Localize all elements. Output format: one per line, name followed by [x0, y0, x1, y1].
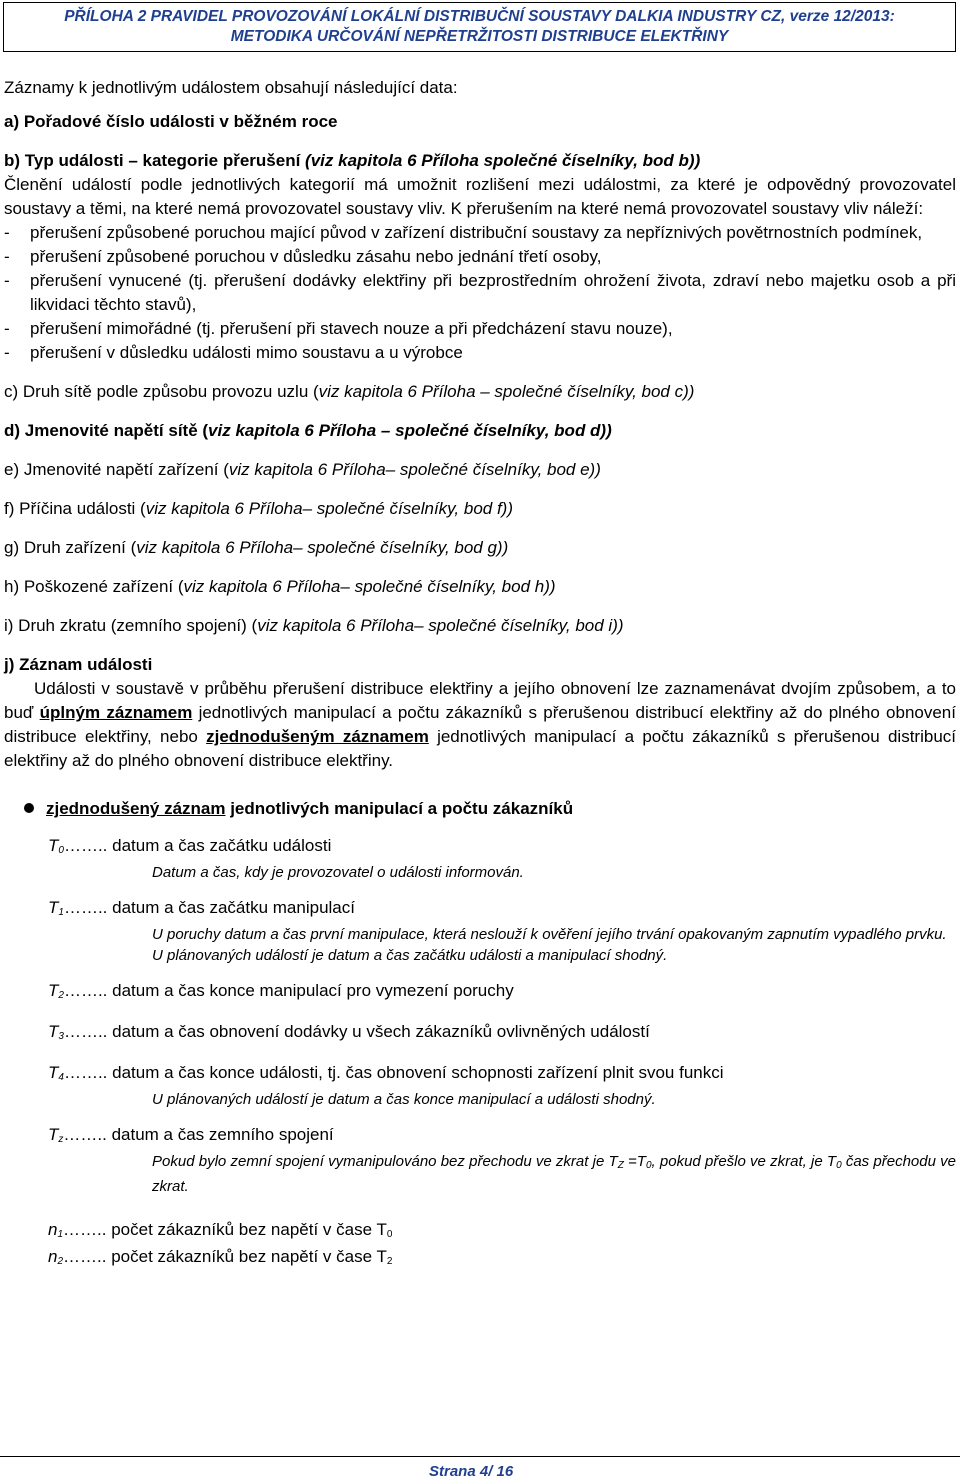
time-dots: …….. [63, 1022, 108, 1041]
item-c: c) Druh sítě podle způsobu provozu uzlu (viz kapitola 6 Příloha – společné číselníky, bod c)) [4, 382, 695, 401]
list-item [4, 269, 956, 317]
time-entry [48, 835, 956, 883]
time-dots: …….. [63, 1125, 107, 1144]
time-entry [48, 980, 956, 1007]
item-i: i) Druh zkratu (zemního spojení) (viz kapitola 6 Příloha– společné číselníky, bod i)) [4, 616, 624, 635]
time-entry [48, 1124, 956, 1197]
intro-text: Záznamy k jednotlivým událostem obsahují následující data: [4, 78, 458, 97]
time-line [48, 1062, 956, 1089]
time-symbol: $T_0$ [48, 836, 64, 856]
time-symbol: $T_3$ [48, 1022, 64, 1042]
item-b [4, 149, 956, 365]
item-j-title: j) Záznam události [4, 655, 153, 674]
header-line-1: PŘÍLOHA 2 PRAVIDEL PROVOZOVÁNÍ LOKÁLNÍ DISTRIBUČNÍ SOUSTAVY DALKIA INDUSTRY CZ, verze 12/2013: [64, 8, 895, 25]
count-dots: …….. [63, 1247, 107, 1266]
time-symbol: $T_1$ [48, 898, 64, 918]
item-a: a) Pořadové číslo události v běžném roce [4, 112, 338, 131]
item-d: d) Jmenovité napětí sítě (viz kapitola 6 Příloha – společné číselníky, bod d)) [4, 421, 612, 440]
count-symbol: $n_2$ [48, 1247, 64, 1267]
item-g: g) Druh zařízení (viz kapitola 6 Příloha– společné číselníky, bod g)) [4, 538, 509, 557]
time-note: U plánovaných událostí je datum a čas začátku události a manipulací shodný. [152, 947, 668, 964]
time-text: datum a čas konce manipulací pro vymezení poruchy [107, 981, 514, 1000]
item-b-ref: (viz kapitola 6 Příloha společné číselníky, bod b)) [305, 151, 701, 170]
time-entry [48, 897, 956, 966]
list-item [4, 317, 956, 341]
time-symbol: $T_4$ [48, 1063, 64, 1083]
time-dots: …….. [63, 836, 108, 855]
time-definitions [4, 835, 956, 1197]
time-entry [48, 1062, 956, 1110]
header-line-2: METODIKA URČOVÁNÍ NEPŘETRŽITOSTI DISTRIBUCE ELEKTŘINY [230, 28, 729, 45]
time-line [48, 835, 956, 862]
page-number: Strana 4/ 16 [429, 1463, 514, 1480]
count-definitions [4, 1219, 956, 1273]
time-entry [48, 1021, 956, 1048]
list-dash: - [4, 343, 10, 362]
list-dash: - [4, 247, 10, 266]
list-dash: - [4, 223, 10, 242]
count-text: počet zákazníků bez napětí v čase $T_2$ [106, 1247, 393, 1267]
time-text: datum a čas zemního spojení [106, 1125, 334, 1144]
item-j [4, 653, 956, 773]
time-note: U plánovaných událostí je datum a čas konce manipulací a události shodný. [152, 1091, 656, 1108]
page-footer [0, 1456, 960, 1484]
list-item-text: přerušení v důsledku události mimo soustavu a u výrobce [30, 343, 463, 362]
time-symbol: $T_z$ [48, 1125, 64, 1145]
item-h: h) Poškozené zařízení (viz kapitola 6 Příloha– společné číselníky, bod h)) [4, 577, 556, 596]
time-text: datum a čas konce události, tj. čas obnovení schopnosti zařízení plnit svou funkci [107, 1063, 724, 1082]
time-note: Pokud bylo zemní spojení vymanipulováno bez přechodu ve zkrat je $T_Z =T_0$, pokud přešlo ve zkrat, je $T_0$ čas přechodu ve zkrat. [152, 1153, 956, 1195]
time-line [48, 1021, 956, 1048]
count-line [48, 1246, 956, 1273]
time-line [48, 897, 956, 924]
item-j-body: Události v soustavě v průběhu přerušení distribuce elektřiny a jejího obnovení lze zaznamenávat dvojím způsobem, a to buď úplným záznamem jednotlivých manipulací a počtu zákazníků s přerušenou distribucí elektřiny až do plného obnovení distribuce elektřiny, nebo zjednodušeným záznamem jednotlivých manipulací a počtu zákazníků s přerušenou distribucí elektřiny až do plného obnovení distribuce elektřiny. [4, 679, 956, 770]
list-item [4, 341, 956, 365]
time-note: Datum a čas, kdy je provozovatel o události informován. [152, 864, 524, 881]
time-text: datum a čas obnovení dodávky u všech zákazníků ovlivněných událostí [107, 1022, 650, 1041]
time-dots: …….. [63, 981, 108, 1000]
item-f: f) Příčina události (viz kapitola 6 Příloha– společné číselníky, bod f)) [4, 499, 513, 518]
item-b-list [4, 221, 956, 365]
time-symbol: $T_2$ [48, 981, 64, 1001]
item-b-title: b) Typ události – kategorie přerušení [4, 151, 301, 170]
list-item-text: přerušení vynucené (tj. přerušení dodávky elektřiny při bezprostředním ohrožení života, zdraví nebo majetku osob a při likvidaci těchto stavů), [30, 271, 956, 314]
list-item [4, 221, 956, 245]
time-dots: …….. [63, 1063, 108, 1082]
page-header [3, 2, 956, 52]
time-text: datum a čas začátku události [107, 836, 332, 855]
time-line [48, 1124, 956, 1151]
count-dots: …….. [63, 1220, 107, 1239]
time-note: U poruchy datum a čas první manipulace, která neslouží k ověření jejího trvání opakovaným zapnutím vypadlého prvku. [152, 926, 947, 943]
item-e: e) Jmenovité napětí zařízení (viz kapitola 6 Příloha– společné číselníky, bod e)) [4, 460, 601, 479]
time-dots: …….. [63, 898, 108, 917]
bullet-dot-icon [24, 803, 34, 813]
list-dash: - [4, 319, 10, 338]
document-body [4, 76, 956, 1273]
bullet-heading: zjednodušený záznam jednotlivých manipulací a počtu zákazníků [24, 797, 956, 821]
count-text: počet zákazníků bez napětí v čase $T_0$ [106, 1220, 393, 1240]
list-dash: - [4, 271, 10, 290]
list-item-text: přerušení způsobené poruchou v důsledku zásahu nebo jednání třetí osoby, [30, 247, 602, 266]
time-text: datum a čas začátku manipulací [107, 898, 355, 917]
list-item-text: přerušení mimořádné (tj. přerušení při stavech nouze a při předcházení stavu nouze), [30, 319, 673, 338]
list-item [4, 245, 956, 269]
count-line [48, 1219, 956, 1246]
count-symbol: $n_1$ [48, 1220, 64, 1240]
list-item-text: přerušení způsobené poruchou mající původ v zařízení distribuční soustavy za nepříznivých povětrnostních podmínek, [30, 223, 923, 242]
item-b-body: Členění událostí podle jednotlivých kategorií má umožnit rozlišení mezi událostmi, za které je odpovědný provozovatel soustavy a těmi, na které nemá provozovatel soustavy vliv. K přerušením na které nemá provozovatel soustavy vliv náleží: [4, 175, 956, 218]
time-line [48, 980, 956, 1007]
